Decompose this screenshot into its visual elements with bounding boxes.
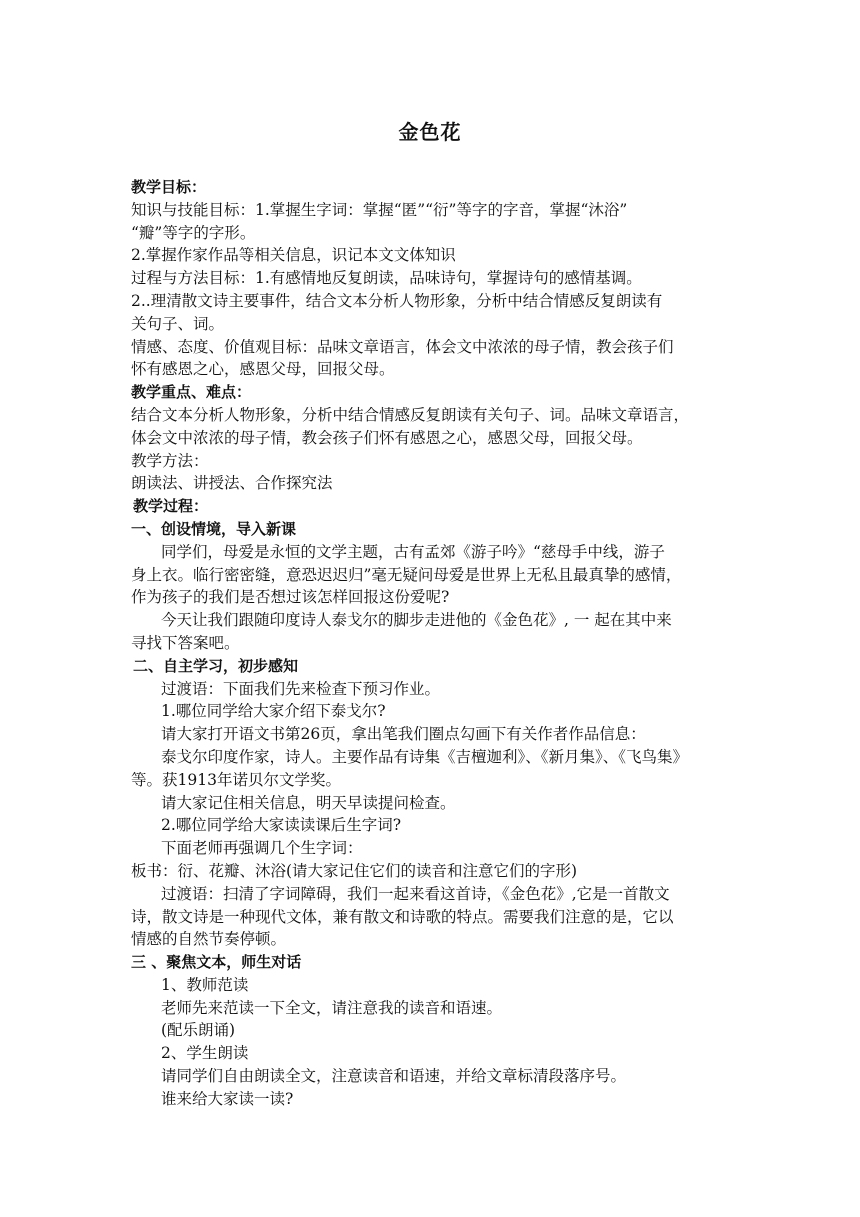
text-line: 2.掌握作家作品等相关信息，识记本文文体知识: [131, 246, 456, 265]
section-heading: 教学目标：: [131, 178, 207, 196]
text-line: 2.哪位同学给大家读读课后生字词?: [161, 816, 402, 835]
text-line: 下面老师再强调几个生字词：: [161, 839, 363, 858]
text-line: 等。获1913年诺贝尔文学奖。: [131, 770, 341, 789]
text-line: 泰戈尔印度作家，诗人。主要作品有诗集《吉檀迦利》、《新月集》、《飞鸟集》: [161, 747, 689, 766]
text-line: 怀有感恩之心，感恩父母，回报父母。: [131, 360, 395, 379]
text-line: 情感、态度、价值观目标：品味文章语言，体会文中浓浓的母子情，教会孩子们: [131, 337, 674, 356]
text-line: 结合文本分析人物形象，分析中结合情感反复朗读有关句子、词。品味文章语言，: [131, 405, 690, 424]
section-heading: 二、自主学习，初步感知: [133, 656, 299, 675]
text-line: 知识与技能目标：1.掌握生字词：掌握“匿”“衍”等字的字音，掌握“沐浴”: [131, 200, 628, 219]
text-line: 板书：衍、花瓣、沐浴(请大家记住它们的读音和注意它们的字形): [131, 861, 578, 880]
text-line: 情感的自然节奏停顿。: [131, 930, 287, 949]
document-title: 金色花: [398, 120, 462, 144]
text-line: 请大家打开语文书第26页，拿出笔我们圈点勾画下有关作者作品信息：: [161, 725, 646, 744]
section-heading: 一、创设情境，导入新课: [131, 519, 297, 538]
text-line: 关句子、词。: [131, 314, 225, 333]
text-line: 作为孩子的我们是否想过该怎样回报这份爱呢?: [131, 588, 450, 607]
text-line: 朗读法、讲授法、合作探究法: [131, 474, 333, 493]
text-line: 1.哪位同学给大家介绍下泰戈尔?: [161, 702, 386, 721]
text-line: 寻找下答案吧。: [131, 633, 240, 652]
text-line: 教学方法：: [131, 451, 209, 470]
text-line: 谁来给大家读一读?: [161, 1089, 294, 1108]
text-line: 诗，散文诗是一种现代文体，兼有散文和诗歌的特点。需要我们注意的是，它以: [131, 907, 674, 926]
text-line: (配乐朗诵): [161, 1021, 236, 1040]
text-line: 过渡语：扫清了字词障碍，我们一起来看这首诗，《金色花》,它是一首散文: [161, 884, 670, 903]
text-line: 请大家记住相关信息，明天早读提问检查。: [161, 793, 456, 812]
section-heading: 教学过程：: [133, 497, 209, 516]
text-line: 体会文中浓浓的母子情，教会孩子们怀有感恩之心，感恩父母，回报父母。: [131, 428, 643, 447]
text-line: 同学们，母爱是永恒的文学主题，古有孟郊《游子吟》“慈母手中线，游子: [161, 542, 665, 561]
section-heading: 教学重点、难点：: [131, 383, 252, 402]
text-line: 2..理清散文诗主要事件，结合文本分析人物形象，分析中结合情感反复朗读有: [131, 291, 663, 310]
text-line: “瓣”等字的字形。: [131, 223, 256, 242]
text-line: 请同学们自由朗读全文，注意读音和语速，并给文章标清段落序号。: [161, 1067, 627, 1086]
text-line: 今天让我们跟随印度诗人泰戈尔的脚步走进他的《金色花》, 一 起在其中来: [161, 611, 672, 630]
text-line: 老师先来范读一下全文，请注意我的读音和语速。: [161, 998, 503, 1017]
text-line: 过渡语：下面我们先来检查下预习作业。: [161, 679, 441, 698]
text-line: 1、教师范读: [161, 975, 249, 994]
document-body: [131, 176, 741, 1111]
text-line: 身上衣。临行密密缝，意恐迟迟归”毫无疑问母爱是世界上无私且最真挚的感情，: [131, 565, 682, 584]
text-line: 过程与方法目标：1.有感情地反复朗读，品味诗句，掌握诗句的感情基调。: [131, 269, 642, 288]
text-line: 2、学生朗读: [161, 1044, 249, 1063]
section-heading: 三 、聚焦文本，师生对话: [131, 953, 302, 972]
